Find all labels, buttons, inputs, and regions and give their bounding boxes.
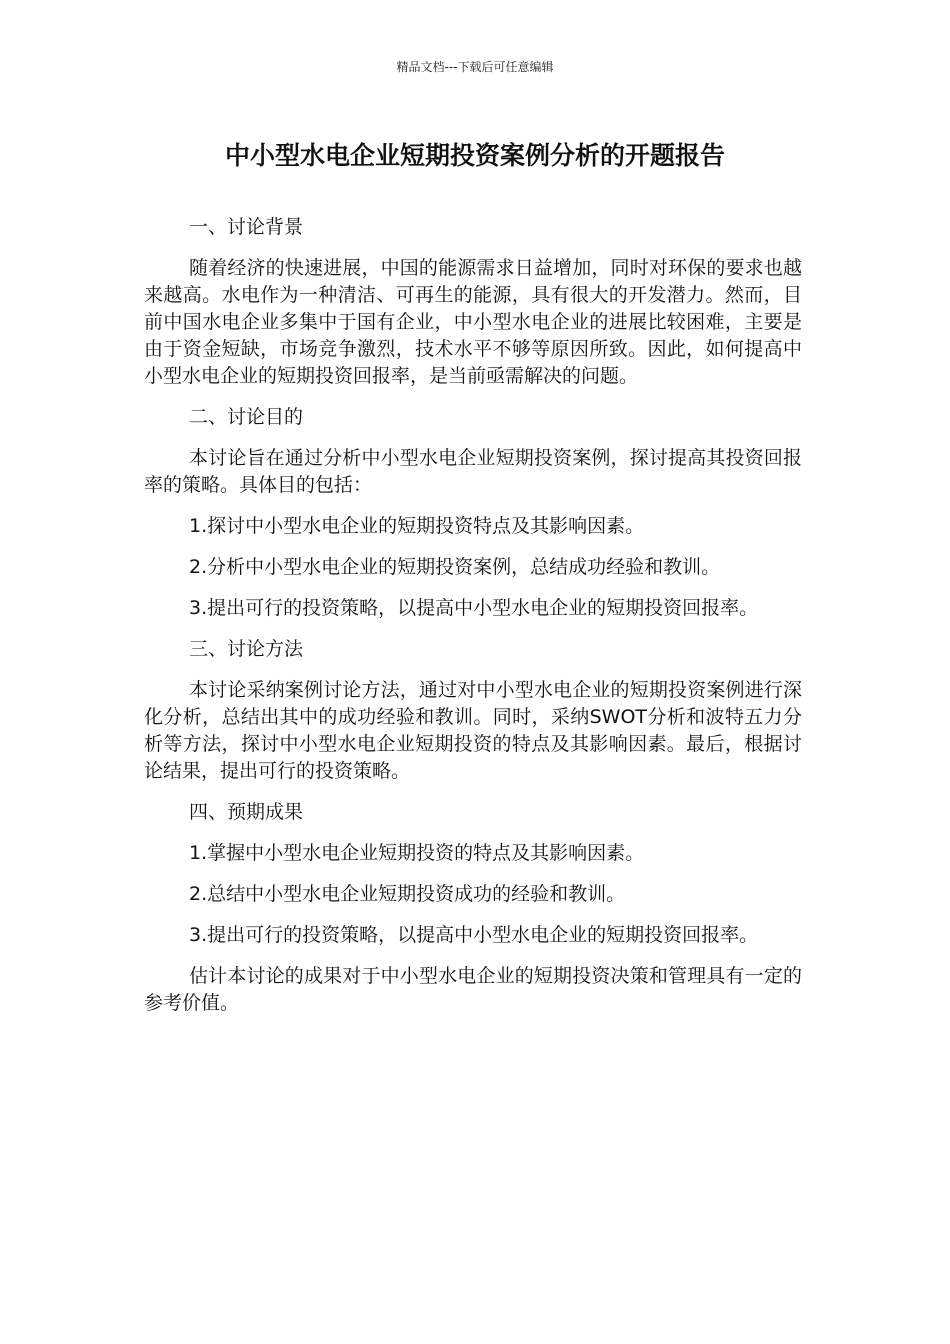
outcome-list-item-3: 3.提出可行的投资策略，以提高中小型水电企业的短期投资回报率。 [189,924,759,946]
section-heading-background: 一、讨论背景 [189,216,304,238]
purpose-list-item-2: 2.分析中小型水电企业的短期投资案例，总结成功经验和教训。 [189,556,721,578]
page-header-note: 精品文档---下载后可任意编辑 [396,60,554,74]
section-heading-purpose: 二、讨论目的 [189,406,304,428]
purpose-list-item-3: 3.提出可行的投资策略，以提高中小型水电企业的短期投资回报率。 [189,597,759,619]
paragraph-method: 本讨论采纳案例讨论方法，通过对中小型水电企业的短期投资案例进行深化分析，总结出其中的成功经验和教训。同时，采纳SWOT分析和波特五力分析等方法，探讨中小型水电企业短期投资的特点及其影响因素。最后，根据讨论结果，提出可行的投资策略。 [144,679,802,782]
document-title: 中小型水电企业短期投资案例分析的开题报告 [224,141,725,170]
section-heading-method: 三、讨论方法 [189,638,304,660]
document-body [144,214,802,1031]
outcome-list-item-2: 2.总结中小型水电企业短期投资成功的经验和教训。 [189,883,626,905]
paragraph-background: 随着经济的快速进展，中国的能源需求日益增加，同时对环保的要求也越来越高。水电作为一种清洁、可再生的能源，具有很大的开发潜力。然而，目前中国水电企业多集中于国有企业，中小型水电企业的进展比较困难，主要是由于资金短缺，市场竞争激烈，技术水平不够等原因所致。因此，如何提高中小型水电企业的短期投资回报率，是当前亟需解决的问题。 [144,257,802,387]
section-heading-outcomes: 四、预期成果 [189,801,304,823]
purpose-list-item-1: 1.探讨中小型水电企业的短期投资特点及其影响因素。 [189,515,645,537]
paragraph-conclusion: 估计本讨论的成果对于中小型水电企业的短期投资决策和管理具有一定的参考价值。 [144,965,802,1014]
paragraph-purpose: 本讨论旨在通过分析中小型水电企业短期投资案例，探讨提高其投资回报率的策略。具体目的包括： [144,447,802,496]
outcome-list-item-1: 1.掌握中小型水电企业短期投资的特点及其影响因素。 [189,842,645,864]
